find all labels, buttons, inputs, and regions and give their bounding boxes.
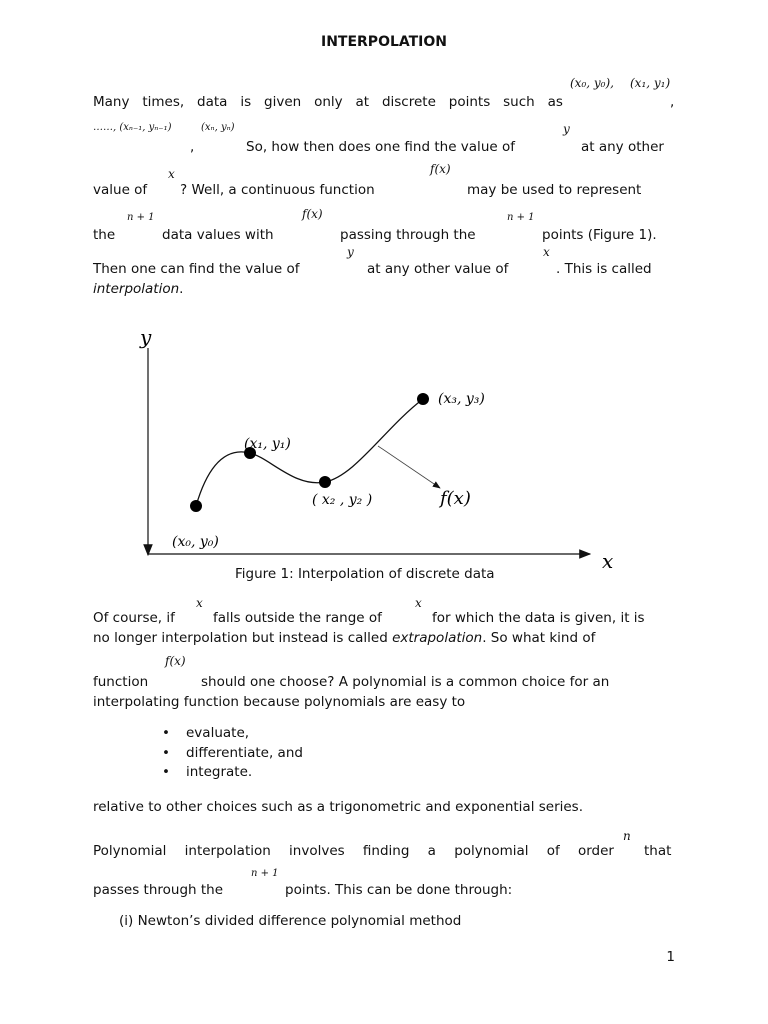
text: falls outside the range of: [213, 610, 382, 626]
text: the: [93, 227, 116, 243]
math-x: x: [543, 245, 550, 259]
text: passing through the: [340, 227, 476, 243]
paragraph-4-line-1: Polynomial interpolation involves finding a polynomial of order: [93, 843, 614, 859]
math-y: y: [347, 245, 354, 259]
math-x: x: [415, 596, 422, 610]
interpolation-term: interpolation: [93, 281, 180, 297]
math-n-plus-1: n + 1: [507, 212, 535, 223]
text: points (Figure 1).: [542, 227, 657, 243]
y-axis-label: y: [140, 325, 152, 349]
math-n-plus-1: n + 1: [251, 868, 279, 879]
text: value of: [93, 182, 148, 198]
text: that: [644, 843, 672, 859]
comma: ,: [670, 94, 675, 110]
math-point-1: (x₁, y₁): [630, 76, 671, 90]
list-item: • integrate.: [162, 764, 303, 784]
interpolation-figure: [120, 318, 620, 570]
math-n: n: [623, 829, 631, 843]
point-label-0: (x₀, y₀): [172, 534, 219, 550]
text: So, how then does one find the value of: [246, 139, 515, 155]
math-point-dots: ……, (xₙ₋₁, yₙ₋₁): [93, 122, 172, 133]
list-item: • evaluate,: [162, 725, 303, 745]
bullet-list: [162, 725, 303, 784]
extrapolation-term: extrapolation: [392, 630, 483, 646]
text: data values with: [162, 227, 274, 243]
text: no longer interpolation but instead is called extrapolation. So what kind of: [93, 630, 596, 646]
paragraph-3: relative to other choices such as a trigonometric and exponential series.: [93, 799, 584, 815]
point-label-2: ( x₂ , y₂ ): [312, 492, 373, 508]
math-y: y: [563, 122, 570, 136]
text: at any other: [581, 139, 664, 155]
math-point-n: (xₙ, yₙ): [201, 122, 235, 133]
math-n-plus-1: n + 1: [127, 212, 155, 223]
page-number: 1: [666, 949, 675, 965]
page-title: INTERPOLATION: [320, 34, 448, 50]
data-point-2: [319, 476, 331, 488]
numbered-list-item: (i) Newton’s divided difference polynomial method: [119, 913, 462, 929]
math-fx: f(x): [430, 162, 451, 176]
text: . This is called: [556, 261, 652, 277]
math-fx: f(x): [302, 207, 323, 221]
text: Then one can find the value of: [93, 261, 300, 277]
text: at any other value of: [367, 261, 509, 277]
point-label-3: (x₃, y₃): [438, 391, 485, 407]
text: may be used to represent: [467, 182, 642, 198]
text: Of course, if: [93, 610, 175, 626]
comma: ,: [190, 139, 195, 155]
x-axis-label: x: [602, 549, 614, 570]
math-fx: f(x): [165, 654, 186, 668]
math-x: x: [196, 596, 203, 610]
math-x: x: [168, 167, 175, 181]
curve-label: f(x): [440, 488, 471, 509]
data-point-0: [190, 500, 202, 512]
text: interpolating function because polynomials are easy to: [93, 694, 466, 710]
emphasis-line: interpolation.: [93, 281, 184, 297]
point-label-1: (x₁, y₁): [244, 436, 291, 452]
curve-pointer-arrow: [378, 446, 440, 488]
interpolating-curve: [196, 399, 423, 506]
data-point-3: [417, 393, 429, 405]
text: points. This can be done through:: [285, 882, 513, 898]
paragraph-1-line-1: Many times, data is given only at discrete points such as: [93, 94, 563, 110]
text: passes through the: [93, 882, 224, 898]
text: for which the data is given, it is: [432, 610, 645, 626]
text: function: [93, 674, 149, 690]
math-point-0: (x₀, y₀),: [570, 76, 614, 90]
list-item: • differentiate, and: [162, 745, 303, 765]
figure-caption: Figure 1: Interpolation of discrete data: [235, 566, 495, 582]
text: ? Well, a continuous function: [180, 182, 375, 198]
text: should one choose? A polynomial is a common choice for an: [201, 674, 610, 690]
